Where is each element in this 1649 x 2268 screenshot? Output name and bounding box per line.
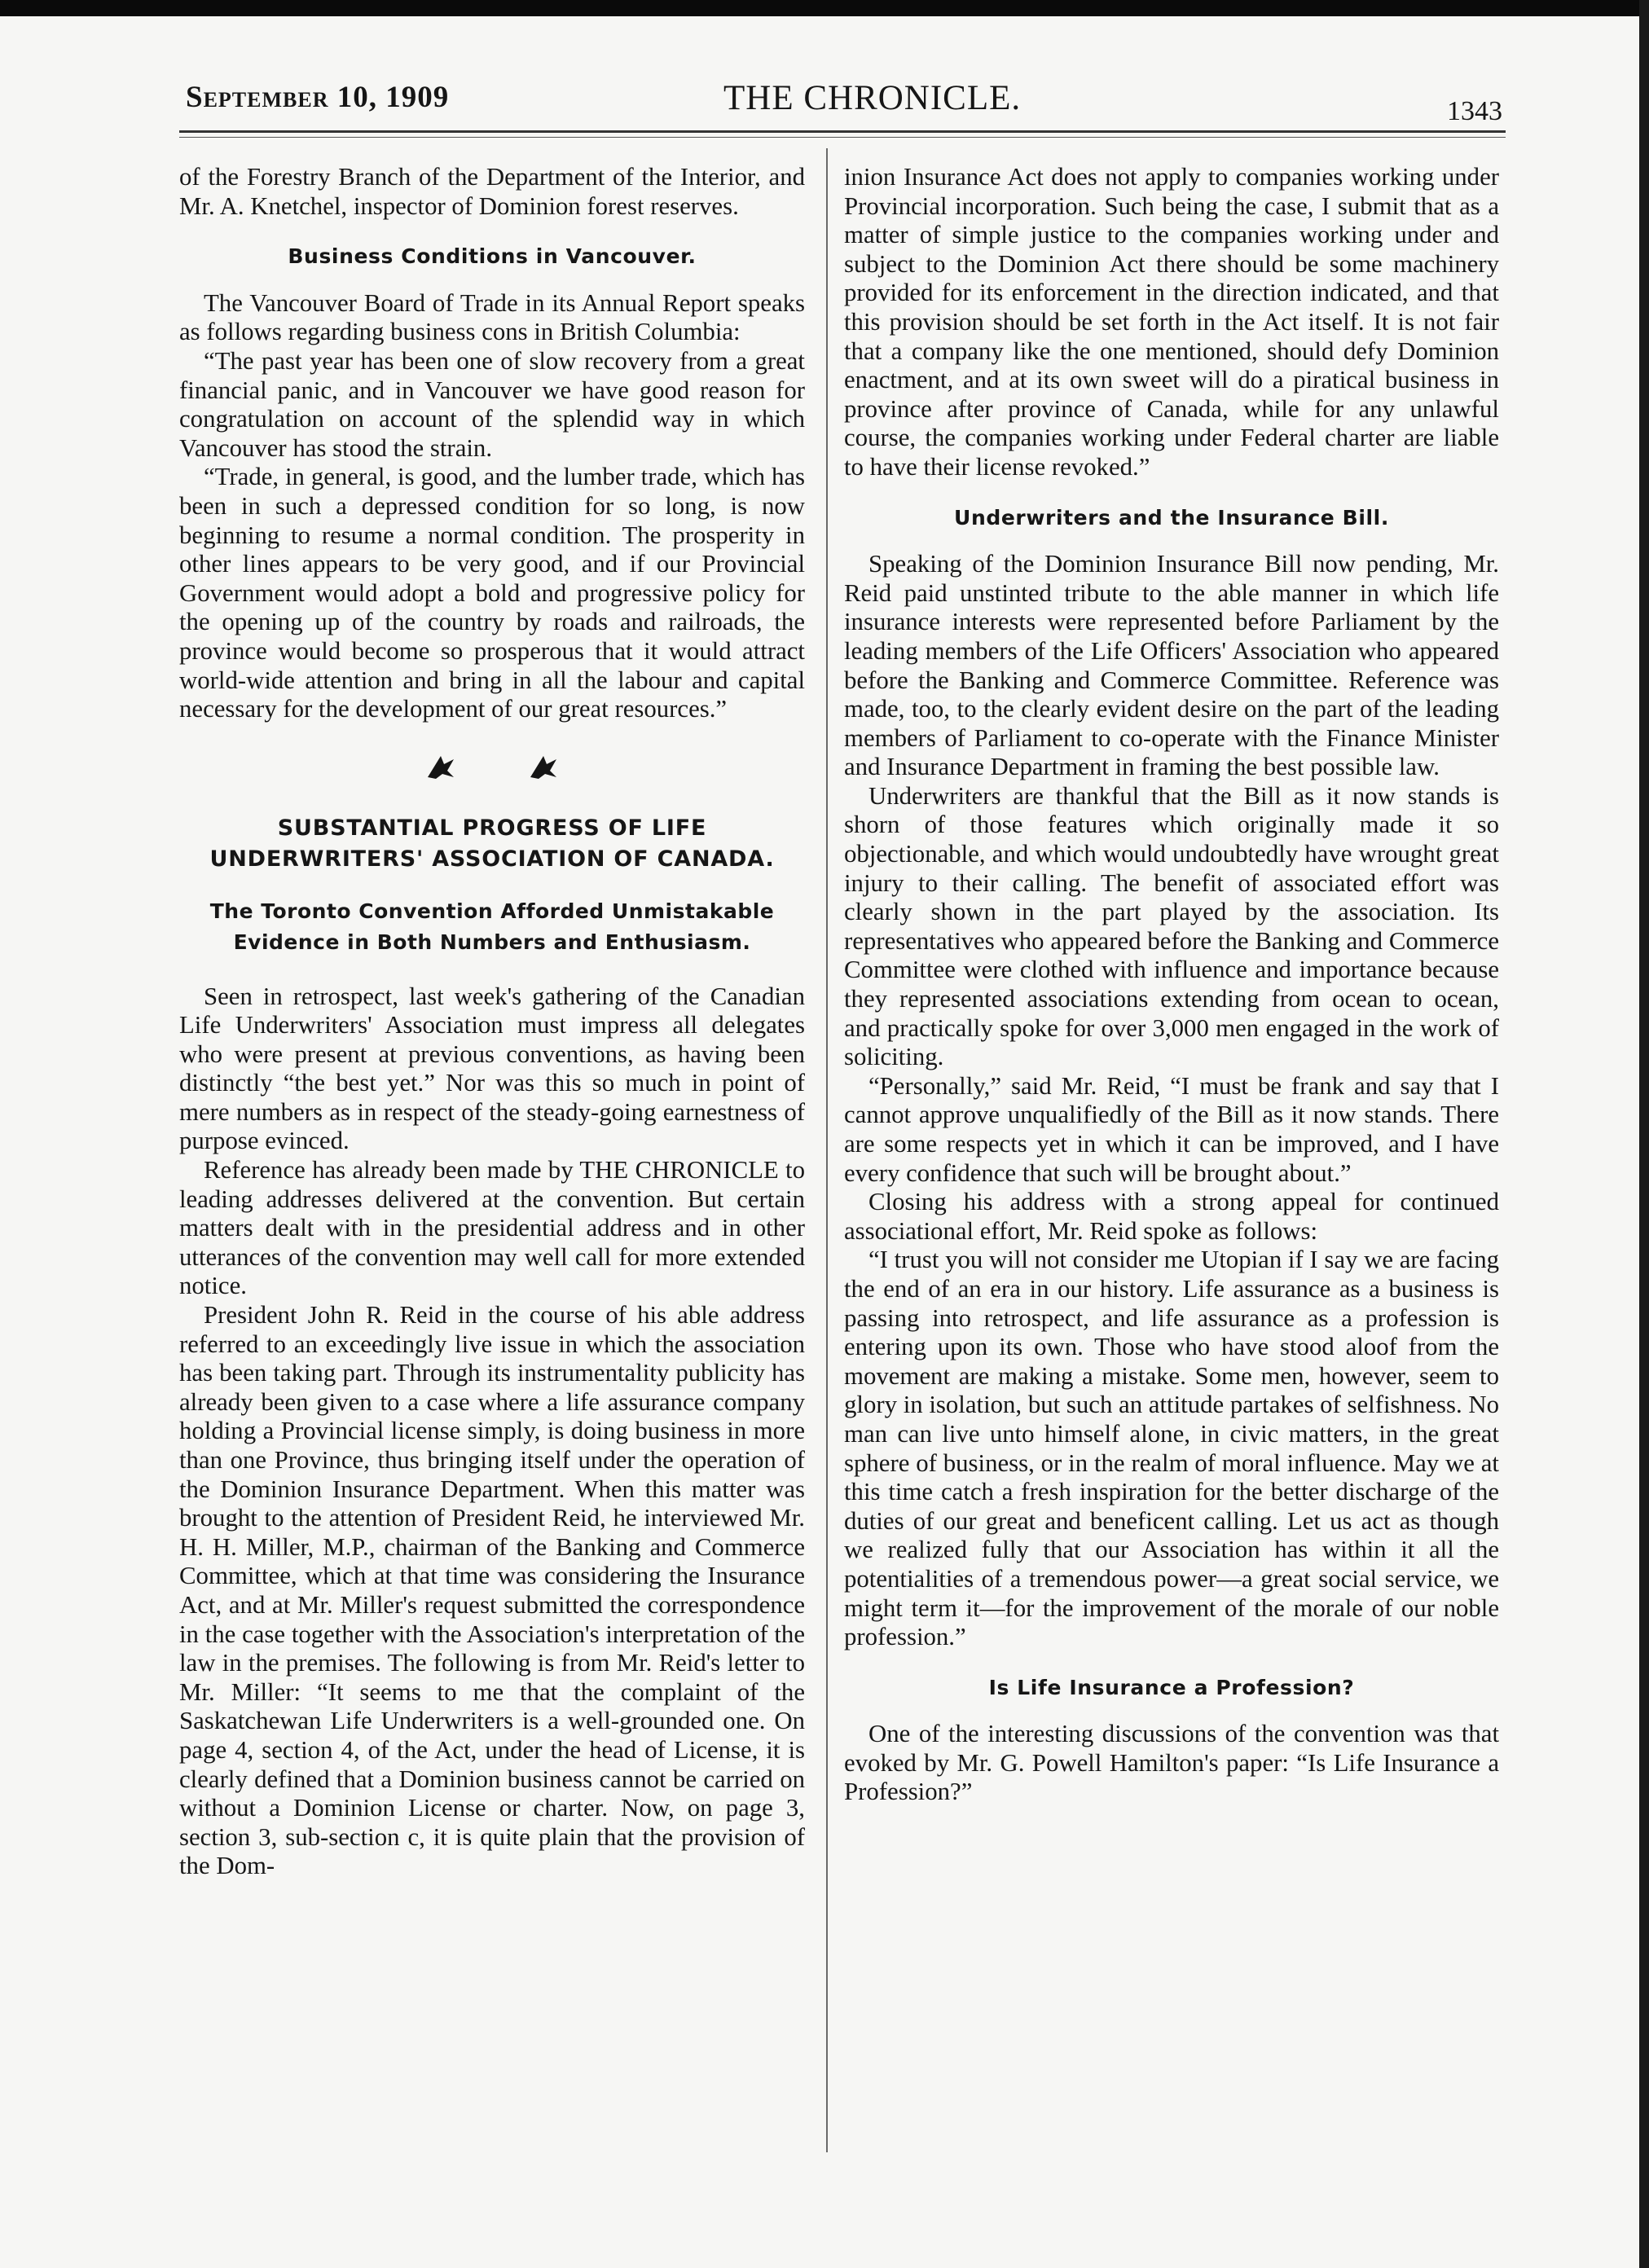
article-title: SUBSTANTIAL PROGRESS OF LIFE UNDERWRITERS' ASSOCIATION OF CANADA. — [209, 815, 775, 872]
header-rule-thin — [179, 137, 1506, 138]
paragraph: Reference has already been made by THE CHRONICLE to leading addresses delivered at the convention. But certain matters dealt with in the presidential address and in other utterances of the convention may well call for more extended notice. — [179, 1156, 805, 1300]
fleuron-icon — [424, 753, 457, 780]
section-heading-underwriters: Underwriters and the Insurance Bill. — [954, 505, 1389, 530]
scan-top-border — [0, 0, 1649, 16]
section-heading-vancouver: Business Conditions in Vancouver. — [288, 244, 697, 269]
issue-date: September 10, 1909 — [186, 81, 450, 114]
article-subtitle: The Toronto Convention Afforded Unmistakable Evidence in Both Numbers and Enthusiasm. — [209, 899, 775, 954]
paragraph: President John R. Reid in the course of his able address referred to an exceedingly live issue in which the association has been taking part. Through its instrumentality publicity has already been given to a case where a life assurance company holding a Provincial license simply, is doing business in more than one Province, thus bringing itself under the operation of the Dominion Insurance Department. When this matter was brought to the attention of President Reid, he interviewed Mr. H. H. Miller, M.P., chairman of the Banking and Commerce Committee, which at that time was considering the Insurance Act, and at Mr. Miller's request submitted the correspondence in the case together with the Association's interpretation of the law in the premises. The following is from Mr. Reid's letter to Mr. Miller: “It seems to me that the complaint of the Saskatchewan Life Underwriters is a well-grounded one. On page 4, section 4, of the Act, under the head of License, it is clearly defined that a Dominion business cannot be carried on without a Dominion License or charter. Now, on page 3, section 3, sub-section c, it is quite plain that the provision of the Dom- — [179, 1301, 805, 1880]
header-rule — [179, 130, 1506, 133]
paragraph: inion Insurance Act does not apply to companies working under Provincial incorporation. Such being the case, I submit that as a matter of simple justice to the companies working under and subject to the Dominion Act there should be some machinery provided for its enforcement in the direction indicated, and that this provision should be set forth in the Act itself. It is not fair that a company like the one mentioned, should defy Dominion enactment, and at its own sweet will do a piratical business in province after province of Canada, while for any unlawful course, the companies working under Federal charter are liable to have their license revoked.” — [844, 163, 1499, 481]
left-column — [179, 163, 805, 1881]
page-header — [179, 75, 1502, 124]
column-divider — [826, 148, 828, 2152]
fleuron-icon — [527, 753, 560, 780]
paragraph: The Vancouver Board of Trade in its Annual Report speaks as follows regarding business cons in British Columbia: — [179, 288, 805, 346]
paragraph: “Trade, in general, is good, and the lumber trade, which has been in such a depressed condition for so long, is now beginning to resume a normal condition. The prosperity in other lines appears to be very good, and if our Provincial Government would adopt a bold and progressive policy for the opening up of the country by roads and railroads, the province would become so prosperous that it would attract world-wide attention and bring in all the labour and capital necessary for the development of our great resources.” — [179, 463, 805, 723]
publication-title: THE CHRONICLE. — [723, 79, 1022, 117]
paragraph: Seen in retrospect, last week's gathering of the Canadian Life Underwriters' Association must impress all delegates who were present at previous conventions, as having been distinctly “the best yet.” Nor was this so much in point of mere numbers as in respect of the steady-going earnestness of purpose evinced. — [179, 982, 805, 1155]
paragraph: “The past year has been one of slow recovery from a great financial panic, and in Vancouver we have good reason for congratulation on account of the splendid way in which Vancouver has stood the strain. — [179, 346, 805, 462]
scan-right-border — [1639, 0, 1649, 2268]
right-column — [844, 163, 1499, 1807]
paragraph: “I trust you will not consider me Utopian if I say we are facing the end of an era in our history. Life assurance as a business is passing into retrospect, and life assurance as a profession is entering upon its own. Those who have stood aloof from the movement are making a mistake. Some men, however, seem to glory in isolation, but such an attitude partakes of selfishness. No man can live unto himself alone, in civic matters, in the great sphere of business, or in the realm of moral influence. May we at this time catch a fresh inspiration for the better discharge of the duties of our great and beneficent calling. Let us act as though we realized fully that our Association has within it all the potentialities of a tremendous power—a great social service, we might term it—for the improvement of the morale of our noble profession.” — [844, 1246, 1499, 1651]
paragraph: “Personally,” said Mr. Reid, “I must be frank and say that I cannot approve unqualifiedly of the Bill as it now stands. There are some respects yet in which it can be improved, and I have every confidence that such will be brought about.” — [844, 1071, 1499, 1187]
section-heading-profession: Is Life Insurance a Profession? — [988, 1675, 1355, 1699]
paragraph: of the Forestry Branch of the Department of the Interior, and Mr. A. Knetchel, inspector of Dominion forest reserves. — [179, 163, 805, 220]
paragraph: Closing his address with a strong appeal for continued associational effort, Mr. Reid spoke as follows: — [844, 1188, 1499, 1245]
paragraph: Underwriters are thankful that the Bill as it now stands is shorn of those features which originally made it so objectionable, and which would undoubtedly have wrought great injury to their calling. The benefit of associated effort was clearly shown in the part played by the association. Its representatives who appeared before the Banking and Commerce Committee were clothed with influence and importance because they represented associations extending from ocean to ocean, and practically spoke for over 3,000 men engaged in the work of soliciting. — [844, 781, 1499, 1071]
paragraph: One of the interesting discussions of the convention was that evoked by Mr. G. Powell Hamilton's paper: “Is Life Insurance a Profession?” — [844, 1720, 1499, 1806]
section-ornament — [179, 749, 805, 780]
page-number: 1343 — [1447, 96, 1502, 126]
paragraph: Speaking of the Dominion Insurance Bill now pending, Mr. Reid paid unstinted tribute to the able manner in which life insurance interests were represented before Parliament by the leading members of the Life Officers' Association who appeared before the Banking and Commerce Committee. Reference was made, too, to the clearly evident desire on the part of the leading members of Parliament to co-operate with the Finance Minister and Insurance Department in framing the best possible law. — [844, 550, 1499, 781]
